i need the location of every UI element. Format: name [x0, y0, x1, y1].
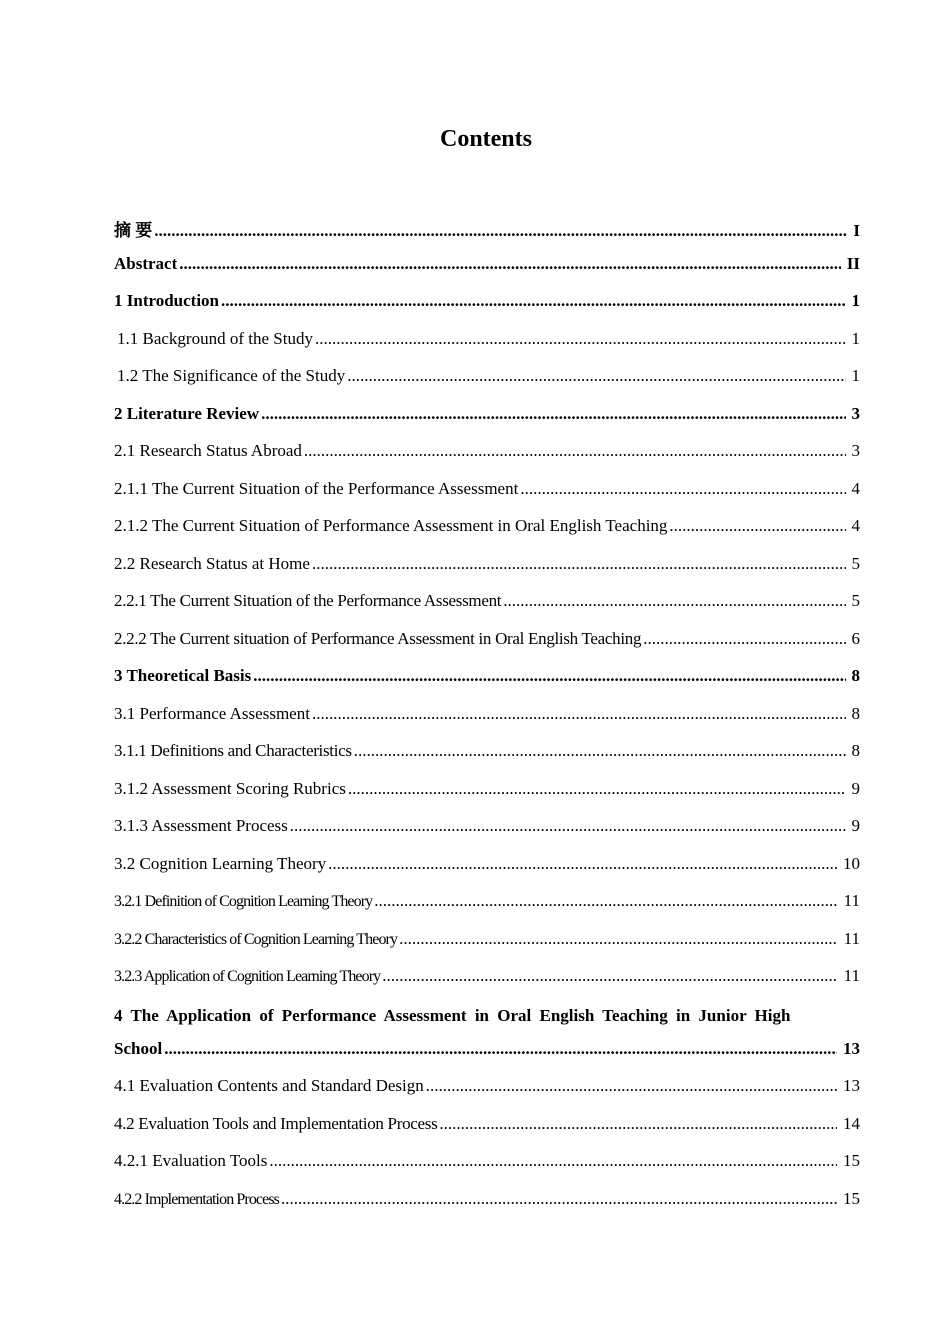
toc-entry-2-1-1[interactable]: [114, 479, 860, 517]
toc-entry-label: 3.1 Performance Assessment: [114, 703, 310, 723]
toc-entry-page: 11: [843, 966, 860, 985]
toc-entry-2-1-2[interactable]: [114, 516, 860, 554]
dot-leader: [399, 929, 838, 949]
toc-entry-page: 13: [843, 1076, 860, 1095]
toc-entry-label: 3.2.2 Characteristics of Cognition Learning Theory: [114, 930, 398, 948]
dot-leader: [354, 741, 846, 761]
toc-entry-label: 3.2.3 Application of Cognition Learning Theory: [114, 968, 381, 985]
toc-entry-chinese-abstract[interactable]: [114, 216, 860, 254]
toc-entry-page: 15: [843, 1151, 860, 1170]
toc-entry-label: 摘 要: [114, 221, 153, 240]
toc-entry-4-2-1[interactable]: [114, 1151, 860, 1189]
toc-entry-page: 14: [843, 1113, 860, 1133]
toc-entry-page: 11: [843, 928, 860, 948]
dot-leader: [304, 441, 846, 461]
toc-entry-label: 3 Theoretical Basis: [114, 666, 252, 685]
toc-entry-page: 1: [851, 291, 860, 310]
toc-entry-theoretical-basis[interactable]: [114, 666, 860, 704]
toc-entry-3-2-3[interactable]: [114, 966, 860, 1004]
toc-entry-label: 1.2 The Significance of the Study: [117, 366, 346, 385]
toc-entry-label: 2.2 Research Status at Home: [114, 553, 310, 573]
toc-entry-page: 1: [851, 366, 860, 385]
dot-leader: [290, 816, 846, 836]
toc-entry-page: 5: [851, 553, 860, 573]
dot-leader: [281, 1189, 837, 1209]
toc-entry-page: 5: [851, 591, 860, 610]
dot-leader: [347, 366, 845, 386]
toc-entry-page: I: [853, 221, 860, 240]
toc-entry-page: 8: [851, 703, 860, 723]
toc-entry-label: 2 Literature Review: [114, 403, 260, 423]
toc-entry-page: 11: [843, 891, 860, 910]
toc-entry-abstract[interactable]: [114, 254, 860, 292]
toc-entry-page: 4: [851, 516, 860, 535]
toc-entry-literature-review[interactable]: [114, 404, 860, 442]
toc-entry-label: 2.2.1 The Current Situation of the Performance Assessment: [114, 591, 502, 610]
toc-entry-chapter-4[interactable]: [114, 1039, 860, 1077]
dot-leader: [164, 1039, 837, 1059]
page-title: Contents: [439, 126, 532, 152]
dot-leader: [426, 1076, 837, 1096]
toc-entry-4-2[interactable]: [114, 1114, 860, 1152]
toc-entry-label: 2.1 Research Status Abroad: [114, 441, 302, 460]
toc-entry-2-2-2[interactable]: [114, 629, 860, 667]
toc-entry-page: 3: [851, 403, 860, 423]
toc-entry-label: 3.1.3 Assessment Process: [114, 816, 288, 835]
toc-entry-label: School: [114, 1038, 163, 1058]
toc-entry-3-2[interactable]: [114, 854, 860, 892]
dot-leader: [348, 779, 846, 799]
toc-entry-4-1[interactable]: [114, 1076, 860, 1114]
toc-entry-label: 1.1 Background of the Study: [117, 328, 313, 348]
toc-entry-label: Abstract: [114, 253, 178, 273]
toc-entry-3-1-2[interactable]: [114, 779, 860, 817]
toc-entry-page: 9: [851, 778, 860, 798]
toc-entry-label: 2.2.2 The Current situation of Performance Assessment in Oral English Teaching: [114, 628, 642, 648]
toc-entry-page: 9: [851, 816, 860, 835]
toc-entry-label: 4.2 Evaluation Tools and Implementation Process: [114, 1113, 438, 1133]
dot-leader: [253, 666, 845, 686]
dot-leader: [374, 891, 837, 911]
dot-leader: [179, 254, 841, 274]
toc-entry-page: 10: [843, 853, 860, 873]
toc-entry-page: 1: [851, 328, 860, 348]
dot-leader: [312, 704, 846, 724]
dot-leader: [669, 516, 845, 536]
toc-entry-chapter-4-heading[interactable]: 4 The Application of Performance Assessment in Oral English Teaching in Junior High: [114, 1005, 791, 1025]
toc-entry-2-2[interactable]: [114, 554, 860, 592]
toc-entry-label: 4.1 Evaluation Contents and Standard Design: [114, 1076, 424, 1095]
table-of-contents: [114, 216, 860, 1226]
toc-entry-label: 3.2.1 Definition of Cognition Learning Theory: [114, 893, 373, 910]
dot-leader: [154, 221, 847, 241]
toc-entry-3-1-1[interactable]: [114, 741, 860, 779]
dot-leader: [261, 404, 845, 424]
dot-leader: [312, 554, 846, 574]
dot-leader: [520, 479, 845, 499]
toc-entry-3-2-2[interactable]: [114, 929, 860, 967]
dot-leader: [328, 854, 837, 874]
dot-leader: [643, 629, 845, 649]
toc-entry-label: 4.2.1 Evaluation Tools: [114, 1151, 268, 1170]
toc-entry-2-1[interactable]: [114, 441, 860, 479]
toc-entry-1-1[interactable]: [114, 329, 860, 367]
toc-entry-label: 3.1.1 Definitions and Characteristics: [114, 741, 352, 760]
toc-entry-page: 8: [851, 741, 860, 760]
toc-entry-4-2-2[interactable]: [114, 1189, 860, 1227]
toc-entry-label: 2.1.1 The Current Situation of the Performance Assessment: [114, 478, 519, 498]
toc-entry-label: 2.1.2 The Current Situation of Performance Assessment in Oral English Teaching: [114, 516, 668, 535]
toc-entry-page: 3: [851, 441, 860, 460]
toc-entry-label: 3.1.2 Assessment Scoring Rubrics: [114, 778, 346, 798]
dot-leader: [221, 291, 845, 311]
toc-entry-page: 6: [851, 628, 860, 648]
toc-entry-page: II: [846, 253, 860, 273]
dot-leader: [382, 966, 837, 986]
toc-entry-3-1-3[interactable]: [114, 816, 860, 854]
toc-entry-3-2-1[interactable]: [114, 891, 860, 929]
dot-leader: [269, 1151, 837, 1171]
toc-entry-page: 13: [843, 1038, 860, 1058]
dot-leader: [439, 1114, 837, 1134]
toc-entry-label: 3.2 Cognition Learning Theory: [114, 853, 327, 873]
toc-entry-label: 4.2.2 Implementation Process: [114, 1190, 279, 1208]
toc-entry-page: 15: [843, 1188, 860, 1208]
toc-entry-3-1[interactable]: [114, 704, 860, 742]
toc-entry-label: 1 Introduction: [114, 291, 220, 310]
toc-entry-2-2-1[interactable]: [114, 591, 860, 629]
toc-entry-1-2[interactable]: [114, 366, 860, 404]
toc-entry-introduction[interactable]: [114, 291, 860, 329]
toc-entry-page: 4: [851, 478, 860, 498]
dot-leader: [503, 591, 845, 611]
toc-entry-page: 8: [851, 666, 860, 685]
dot-leader: [315, 329, 846, 349]
